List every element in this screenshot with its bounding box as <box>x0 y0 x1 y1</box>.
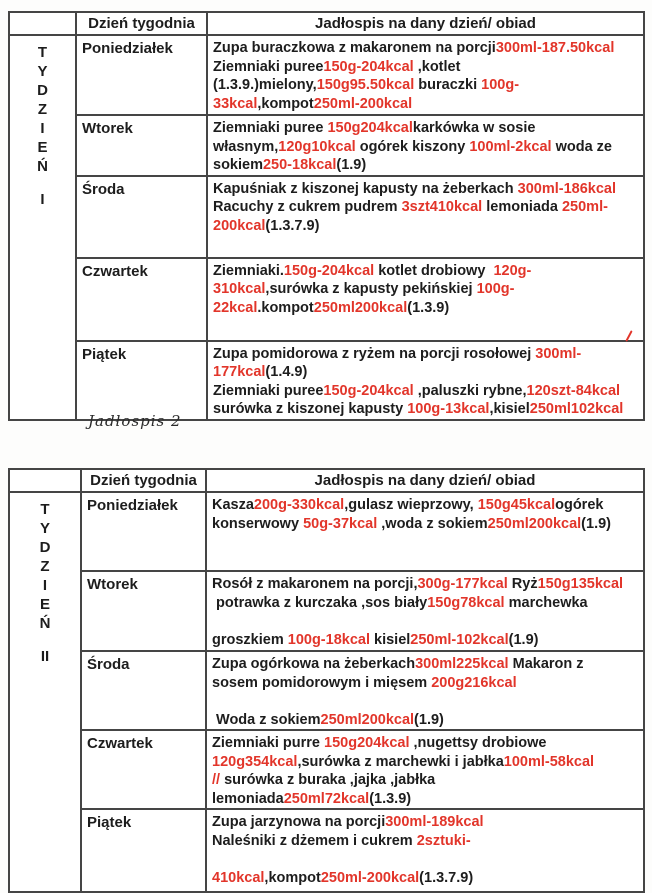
portion-calorie-value: 120g354kcal <box>212 753 298 770</box>
menu-line <box>212 790 643 809</box>
dish-text: ,gulasz wieprzowy, <box>344 497 478 513</box>
menu-line <box>212 496 643 515</box>
portion-calorie-value: 100g- <box>481 77 520 93</box>
day-header-cell: Dzień tygodnia <box>76 12 207 35</box>
dish-text: ogórek kiszony <box>355 138 470 155</box>
dish-text: karkówka w sosie <box>412 120 536 136</box>
day-cell: Czwartek <box>76 258 207 341</box>
portion-calorie-value: 250ml200kcal <box>320 711 415 728</box>
menu-cell <box>206 809 644 892</box>
menu-cell <box>206 492 644 571</box>
portion-calorie-value: 250ml102kcal <box>529 401 624 417</box>
menu-line <box>212 612 643 631</box>
portion-calorie-value: 200g-330kcal <box>253 497 345 513</box>
portion-calorie-value: 250ml72kcal <box>283 790 370 807</box>
dish-text: (1.4.9) <box>265 364 308 380</box>
week-letter: Ń <box>37 158 48 175</box>
day-cell: Piątek <box>81 809 206 892</box>
dish-text: woda ze <box>551 138 612 155</box>
portion-calorie-value: 250ml-102kcal <box>410 631 509 648</box>
portion-calorie-value: 150g204kcal <box>327 120 413 136</box>
menu-line <box>213 95 643 114</box>
menu-table-week-2 <box>8 468 645 893</box>
portion-calorie-value: 150g78kcal <box>427 594 505 611</box>
menu-line <box>212 631 643 650</box>
week-letter: T <box>37 44 48 61</box>
portion-calorie-value: 120g- <box>493 262 532 279</box>
table-row <box>9 258 644 341</box>
week-letter: D <box>37 82 48 99</box>
portion-calorie-value: 250ml-200kcal <box>313 95 413 112</box>
table-row <box>9 809 644 892</box>
portion-calorie-value: 250ml-200kcal <box>320 869 420 886</box>
dish-text: Racuchy z cukrem pudrem <box>213 199 402 215</box>
menu-line <box>213 198 643 217</box>
portion-calorie-value: 250-18kcal <box>262 157 337 173</box>
week-letter: I <box>42 577 48 594</box>
dish-text: surówka z kiszonej kapusty <box>213 401 408 417</box>
day-cell: Czwartek <box>81 730 206 809</box>
portion-calorie-value: 150g135kcal <box>537 576 624 592</box>
dish-text: Zupa pomidorowa z ryżem na porcji rosołowej <box>213 345 536 362</box>
dish-text: ,surówka z marchewki i jabłka <box>297 753 504 770</box>
menu-cell <box>206 730 644 809</box>
menu-line <box>212 753 643 772</box>
menu-cell <box>207 115 644 176</box>
portion-calorie-value: 150g45kcal <box>477 497 556 513</box>
portion-calorie-value: 410kcal <box>212 869 265 886</box>
menu-cell <box>207 341 644 420</box>
portion-calorie-value: 120g10kcal <box>278 138 356 155</box>
menu-line <box>212 575 643 594</box>
portion-calorie-value: 150g204kcal <box>324 735 410 751</box>
table-row <box>9 176 644 258</box>
week-label-cell <box>9 35 76 420</box>
week-vertical-label <box>10 493 80 633</box>
menu-table-body-week-2 <box>9 492 644 892</box>
portion-calorie-value: 300g-177kcal <box>417 576 508 592</box>
menu-line <box>213 363 643 382</box>
dish-text: (1.9) <box>581 515 611 532</box>
week-vertical-label <box>10 36 75 176</box>
day-cell: Środa <box>76 176 207 258</box>
week-number: I <box>40 191 45 208</box>
dish-text: .kompot <box>257 299 314 316</box>
portion-calorie-value: 300ml-186kcal <box>517 180 616 197</box>
menu-line <box>212 674 643 693</box>
menu-line <box>213 119 643 138</box>
day-cell: Poniedziałek <box>76 35 207 115</box>
portion-calorie-value: 120szt-84kcal <box>526 382 621 399</box>
menu-line <box>212 711 643 730</box>
week-label-cell <box>9 492 81 892</box>
menu-line <box>212 771 643 790</box>
dish-text: Zupa jarzynowa na porcji <box>212 814 386 830</box>
dish-text: kisiel <box>369 631 411 648</box>
menu-table-week-1 <box>8 11 645 421</box>
menu-cell <box>206 571 644 651</box>
portion-calorie-value: 300ml- <box>535 345 582 362</box>
portion-calorie-value: 150g-204kcal <box>323 58 414 75</box>
portion-calorie-value: 300ml-189kcal <box>385 814 484 830</box>
dish-text: ,kisiel <box>489 401 530 417</box>
week-letter: Y <box>39 520 50 537</box>
dish-text: Ziemniaki puree <box>213 58 324 75</box>
portion-calorie-value: 150g-204kcal <box>323 382 414 399</box>
dish-text: sosem pomidorowym i mięsem <box>212 674 432 691</box>
menu-line <box>212 692 643 711</box>
menu-line <box>212 655 643 674</box>
day-cell: Poniedziałek <box>81 492 206 571</box>
dish-text: Makaron z <box>508 656 584 672</box>
menu-cell <box>207 258 644 341</box>
dish-text: Kasza <box>212 497 254 513</box>
table-row <box>9 115 644 176</box>
dish-text: (1.3.7.9) <box>419 869 474 886</box>
menu-line <box>213 299 643 318</box>
menu-line <box>213 280 643 299</box>
week-letter: Ń <box>39 615 51 632</box>
portion-calorie-value: 100ml-58kcal <box>503 753 595 770</box>
header-row <box>9 469 644 492</box>
table-row <box>9 35 644 115</box>
dish-text: (1.9) <box>336 157 367 173</box>
portion-calorie-value: 3szt410kcal <box>401 199 483 215</box>
dish-text: lemoniada <box>482 199 562 215</box>
day-cell: Wtorek <box>76 115 207 176</box>
portion-calorie-value: 100g-18kcal <box>287 631 370 648</box>
menu-line <box>212 734 643 753</box>
dish-text: Ziemniaki puree <box>213 382 324 399</box>
dish-text: (1.9) <box>414 711 444 728</box>
portion-calorie-value: 2sztuki- <box>416 832 471 849</box>
dish-text: własnym, <box>213 138 279 155</box>
portion-calorie-value: 50g-37kcal <box>303 515 378 532</box>
dish-text: Ryż <box>507 576 538 592</box>
portion-calorie-value: 150g95.50kcal <box>316 77 415 93</box>
dish-text: ,kompot <box>264 869 321 886</box>
portion-calorie-value: 100g-13kcal <box>407 401 490 417</box>
portion-calorie-value: 310kcal <box>213 281 266 297</box>
dish-text: Zupa buraczkowa z makaronem na porcji <box>213 40 496 56</box>
header-row <box>9 12 644 35</box>
menu-line <box>213 138 643 157</box>
portion-calorie-value: 250ml- <box>561 199 608 215</box>
week-letter: Y <box>37 63 48 80</box>
menu-line <box>212 832 643 851</box>
dish-text: kotlet drobiowy <box>374 262 494 279</box>
dish-text: Kapuśniak z kiszonej kapusty na żeberkach <box>213 180 518 197</box>
menu-line <box>213 217 643 236</box>
menu-line <box>213 345 643 364</box>
dish-text: ,paluszki rybne, <box>413 382 527 399</box>
day-cell: Piątek <box>76 341 207 420</box>
week-letter: Z <box>37 101 48 118</box>
portion-calorie-value: 200kcal <box>213 217 266 234</box>
dish-text: ,surówka z kapusty pekińskiej <box>265 281 477 297</box>
dish-text: buraczki <box>414 77 482 93</box>
portion-calorie-value: 250ml200kcal <box>487 515 582 532</box>
dish-text: ,kotlet <box>413 58 461 75</box>
portion-calorie-value: 100g- <box>476 281 515 297</box>
portion-calorie-value: 150g-204kcal <box>283 262 375 279</box>
menu-table-body-week-1 <box>9 35 644 420</box>
menu-line <box>213 58 643 77</box>
menu-line <box>213 156 643 175</box>
dish-text: Rosół z makaronem na porcji, <box>212 576 418 592</box>
dish-text: (1.3.9) <box>407 299 450 316</box>
week-letter: I <box>40 120 45 137</box>
portion-calorie-value: // <box>212 772 225 788</box>
dish-text: marchewka <box>504 594 588 611</box>
portion-calorie-value: 22kcal <box>213 299 258 316</box>
day-cell: Wtorek <box>81 571 206 651</box>
table-caption: Jadłospis 2 <box>88 412 182 430</box>
menu-header-cell: Jadłospis na dany dzień/ obiad <box>206 469 644 492</box>
day-header-cell: Dzień tygodnia <box>81 469 206 492</box>
menu-line <box>212 869 643 888</box>
week-letter: E <box>37 139 48 156</box>
menu-line <box>212 813 643 832</box>
week-number: II <box>40 648 50 665</box>
portion-calorie-value: 250ml200kcal <box>313 299 408 316</box>
dish-text: ,nugettsy drobiowe <box>409 735 547 751</box>
portion-calorie-value: 33kcal <box>213 95 258 112</box>
dish-text: ,woda z sokiem <box>377 515 488 532</box>
dish-text: groszkiem <box>212 631 288 648</box>
menu-line <box>212 850 643 869</box>
menu-line <box>213 400 643 419</box>
table-row <box>9 492 644 571</box>
portion-calorie-value: 177kcal <box>213 364 266 380</box>
menu-header-cell: Jadłospis na dany dzień/ obiad <box>207 12 644 35</box>
portion-calorie-value: 300ml225kcal <box>415 656 509 672</box>
table-row <box>9 341 644 420</box>
day-cell: Środa <box>81 651 206 730</box>
menu-line <box>213 39 643 58</box>
dish-text: ogórek <box>555 497 604 513</box>
week-letter: D <box>39 539 51 556</box>
portion-calorie-value: 100ml-2kcal <box>469 138 552 155</box>
dish-text: sokiem <box>213 157 263 173</box>
week-letter: T <box>40 501 50 518</box>
menu-line <box>213 76 643 95</box>
menu-cell <box>206 651 644 730</box>
dish-text: Ziemniaki purre <box>212 735 325 751</box>
table-row <box>9 730 644 809</box>
dish-text: Ziemniaki. <box>213 262 284 279</box>
dish-text: Woda z sokiem <box>212 711 321 728</box>
dish-text: potrawka z kurczaka ,sos biały <box>212 594 428 611</box>
menu-line <box>212 515 643 534</box>
menu-line <box>213 180 643 199</box>
menu-line <box>213 382 643 401</box>
dish-text: ,kompot <box>257 95 314 112</box>
dish-text: Ziemniaki puree <box>213 120 328 136</box>
dish-text: lemoniada <box>212 790 284 807</box>
dish-text: (1.9) <box>508 631 539 648</box>
week-header-cell <box>9 469 81 492</box>
week-header-cell <box>9 12 76 35</box>
dish-text: (1.3.9) <box>369 790 412 807</box>
menu-cell <box>207 176 644 258</box>
table-row <box>9 651 644 730</box>
dish-text: konserwowy <box>212 515 304 532</box>
menu-line <box>212 552 643 571</box>
menu-line <box>212 594 643 613</box>
portion-calorie-value: 200g216kcal <box>431 674 517 691</box>
dish-text: Zupa ogórkowa na żeberkach <box>212 656 416 672</box>
dish-text: surówka z buraka ,jajka ,jabłka <box>224 772 436 788</box>
table-row <box>9 571 644 651</box>
portion-calorie-value: 300ml-187.50kcal <box>495 40 615 56</box>
week-letter: Z <box>40 558 50 575</box>
dish-text: Naleśniki z dżemem i cukrem <box>212 832 417 849</box>
menu-line <box>213 262 643 281</box>
dish-text: (1.3.7.9) <box>265 217 320 234</box>
week-letter: E <box>39 596 50 613</box>
menu-line <box>212 533 643 552</box>
menu-cell <box>207 35 644 115</box>
dish-text: (1.3.9.)mielony, <box>213 77 317 93</box>
